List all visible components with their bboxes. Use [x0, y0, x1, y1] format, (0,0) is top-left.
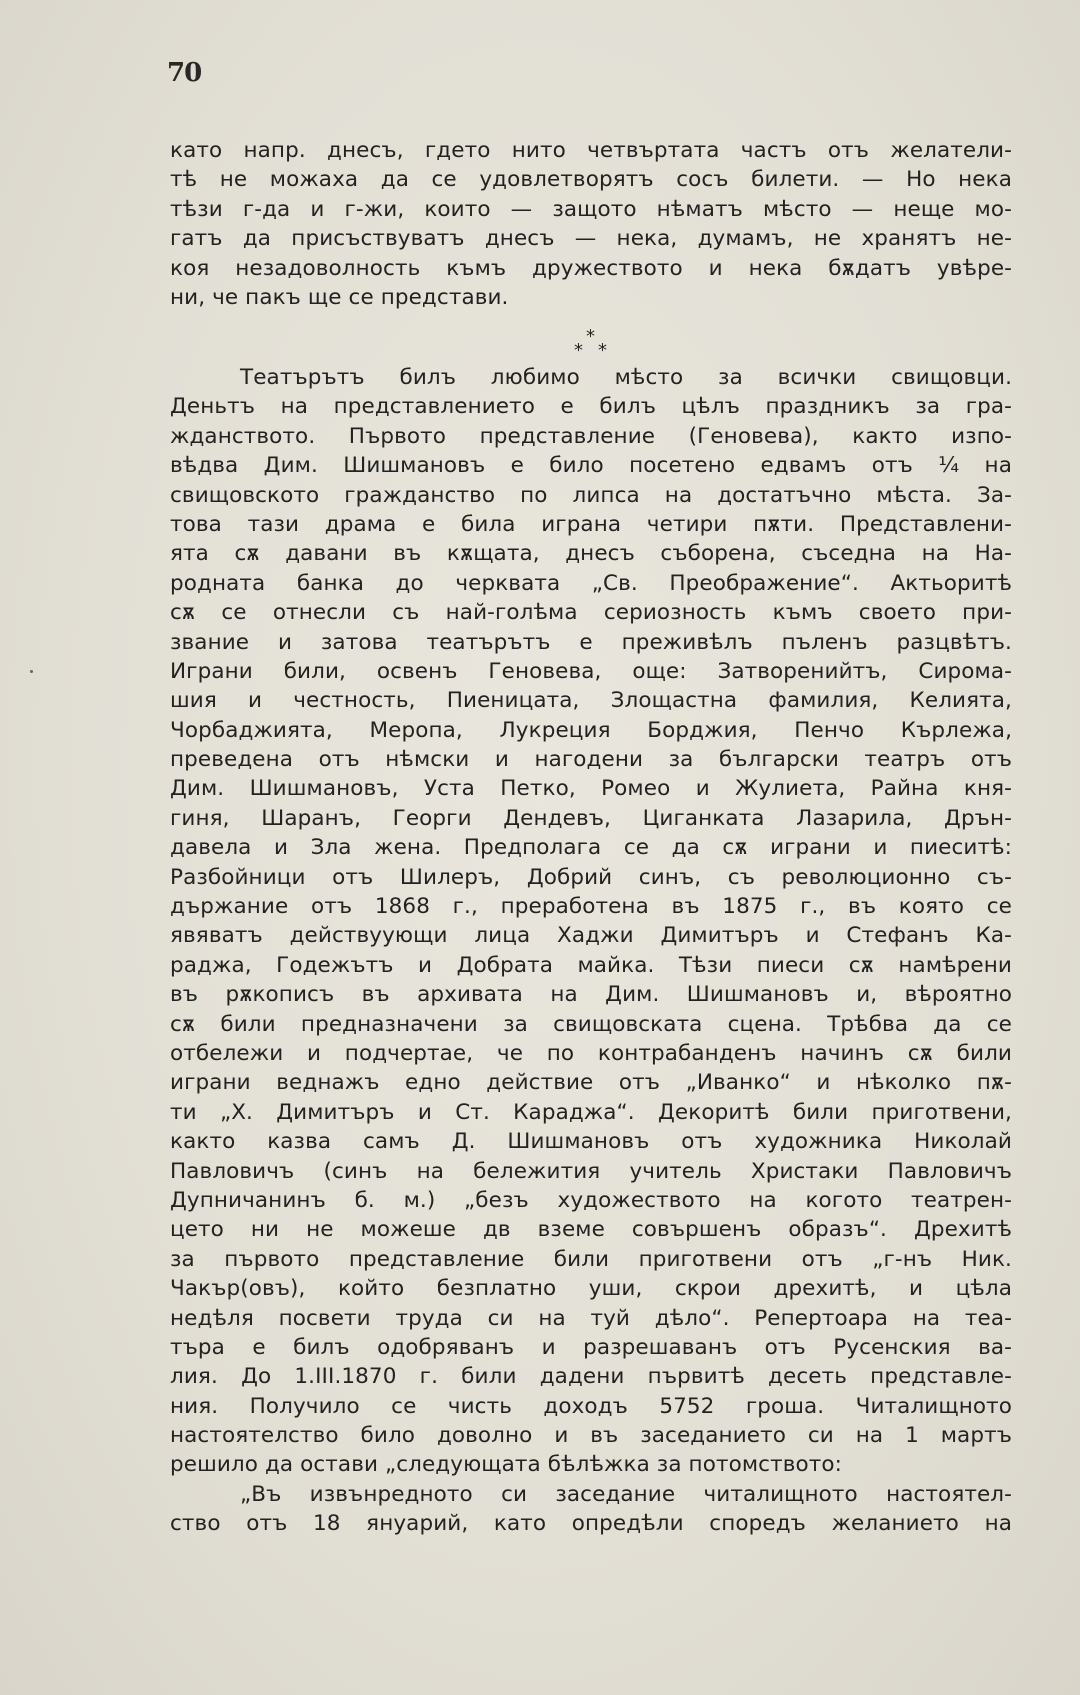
text-line: Театърътъ билъ любимо мѣсто за всички свищовци.	[240, 365, 1012, 390]
text-line: жданството. Първото представление (Геновева), както изпо-	[170, 423, 1012, 449]
asterisk-icon: *	[586, 326, 595, 347]
text-line: лия. До 1.III.1870 г. били дадени първитѣ десеть представле-	[170, 1364, 1012, 1390]
asterism-separator	[568, 326, 618, 366]
text-line: за първото представление били приготвени отъ „г-нъ Ник.	[170, 1246, 1012, 1272]
text-line: ния. Получило се чисть доходъ 5752 гроша. Читалищното	[170, 1393, 1012, 1419]
text-line: тѣзи г-да и г-жи, които — защото нѣматъ мѣсто — неще мо-	[170, 196, 1012, 222]
text-line: Чорбаджията, Меропа, Лукреция Борджия, Пенчо Кърлежа,	[170, 717, 1012, 743]
paragraph-1	[170, 136, 1012, 312]
text-line: като напр. днесъ, гдето нито четвъртата частъ отъ желатели-	[170, 138, 1012, 163]
text-line: родната банка до черквата „Св. Преображение“. Актьоритѣ	[170, 570, 1012, 596]
text-line: гатъ да присъствуватъ днесъ — нека, думамъ, не хранятъ не-	[170, 226, 1012, 252]
text-line: играни веднажъ едно действие отъ „Иванко“ и нѣколко пѫ-	[170, 1070, 1012, 1096]
text-line: недѣля посвети труда си на туй дѣло“. Репертоара на теа-	[170, 1305, 1012, 1331]
text-line: раджа, Годежътъ и Добрата майка. Тѣзи пиеси сѫ намѣрени	[170, 952, 1012, 978]
asterisk-icon: *	[598, 340, 607, 361]
text-line: ти „Х. Димитъръ и Ст. Караджа“. Декоритѣ били приготвени,	[170, 1099, 1012, 1125]
text-line: шия и честность, Пиеницата, Злощастна фамилия, Келията,	[170, 688, 1012, 714]
text-line: сѫ се отнесли съ най-голѣма сериозность къмъ своето при-	[170, 600, 1012, 626]
text-line: свищовското гражданство по липса на достатъчно мѣста. За-	[170, 482, 1012, 508]
text-line: тѣ не можаха да се удовлетворятъ сосъ билети. — Но нека	[170, 167, 1012, 193]
text-line: сѫ били предназначени за свищовската сцена. Трѣбва да се	[170, 1011, 1012, 1037]
text-line: ство отъ 18 януарий, като опредѣли споредъ желанието на	[170, 1511, 1012, 1537]
print-speck	[30, 670, 33, 673]
asterisk-icon: *	[574, 340, 583, 361]
page-number: 70	[167, 58, 202, 88]
text-line: звание и затова театърътъ е преживѣлъ пъленъ разцвѣтъ.	[170, 629, 1012, 655]
text-line: ни, че пакъ ще се представи.	[170, 284, 509, 310]
text-line: давела и Зла жена. Предполага се да сѫ играни и пиеситѣ:	[170, 835, 1012, 861]
text-line: вѣдва Дим. Шишмановъ е било посетено едвамъ отъ ¼ на	[170, 453, 1012, 479]
text-line: Деньтъ на представлението е билъ цѣлъ праздникъ за гра-	[170, 394, 1012, 420]
text-line: Дим. Шишмановъ, Уста Петко, Ромео и Жулиета, Райна кня-	[170, 776, 1012, 802]
text-line: решило да остави „следующата бѣлѣжка за потомството:	[170, 1452, 842, 1478]
text-line: Павловичъ (синъ на бележития учитель Христаки Павловичъ	[170, 1158, 1012, 1184]
text-line: ята сѫ давани въ кѫщата, днесъ съборена, съседна на На-	[170, 541, 1012, 567]
text-line: „Въ извънредното си заседание читалищното настоятел-	[240, 1481, 1012, 1507]
text-line: това тази драма е била играна четири пѫти. Представлени-	[170, 511, 1012, 537]
text-line: гиня, Шаранъ, Георги Дендевъ, Циганката Лазарила, Дрън-	[170, 805, 1012, 831]
text-line: настоятелство било доволно и въ заседанието си на 1 мартъ	[170, 1423, 1012, 1449]
text-line: Разбойници отъ Шилеръ, Добрий синъ, съ революционно съ-	[170, 864, 1012, 890]
text-line: явяватъ действуующи лица Хаджи Димитъръ и Стефанъ Ка-	[170, 923, 1012, 949]
text-line: както казва самъ Д. Шишмановъ отъ художника Николай	[170, 1129, 1012, 1155]
paragraph-2	[170, 363, 1012, 1539]
text-line: Играни били, освенъ Геновева, още: Затворенийтъ, Сирома-	[170, 658, 1012, 684]
text-line: Чакър(овъ), който безплатно уши, скрои дрехитѣ, и цѣла	[170, 1276, 1012, 1302]
text-line: коя незадоволность къмъ дружеството и нека бѫдатъ увѣре-	[170, 255, 1012, 281]
text-line: преведена отъ нѣмски и нагодени за български театръ отъ	[170, 747, 1012, 773]
text-line: държание отъ 1868 г., преработена въ 1875 г., въ която се	[170, 894, 1012, 920]
text-line: въ рѫкописъ въ архивата на Дим. Шишмановъ и, вѣроятно	[170, 982, 1012, 1008]
text-line: цето ни не можеше дв вземе совършенъ образъ“. Дрехитѣ	[170, 1217, 1012, 1243]
text-line: Дупничанинъ б. м.) „безъ художеството на когото театрен-	[170, 1187, 1012, 1213]
text-line: търа е билъ одобряванъ и разрешаванъ отъ Русенския ва-	[170, 1334, 1012, 1360]
text-line: отбележи и подчертае, че по контрабанденъ начинъ сѫ били	[170, 1040, 1012, 1066]
